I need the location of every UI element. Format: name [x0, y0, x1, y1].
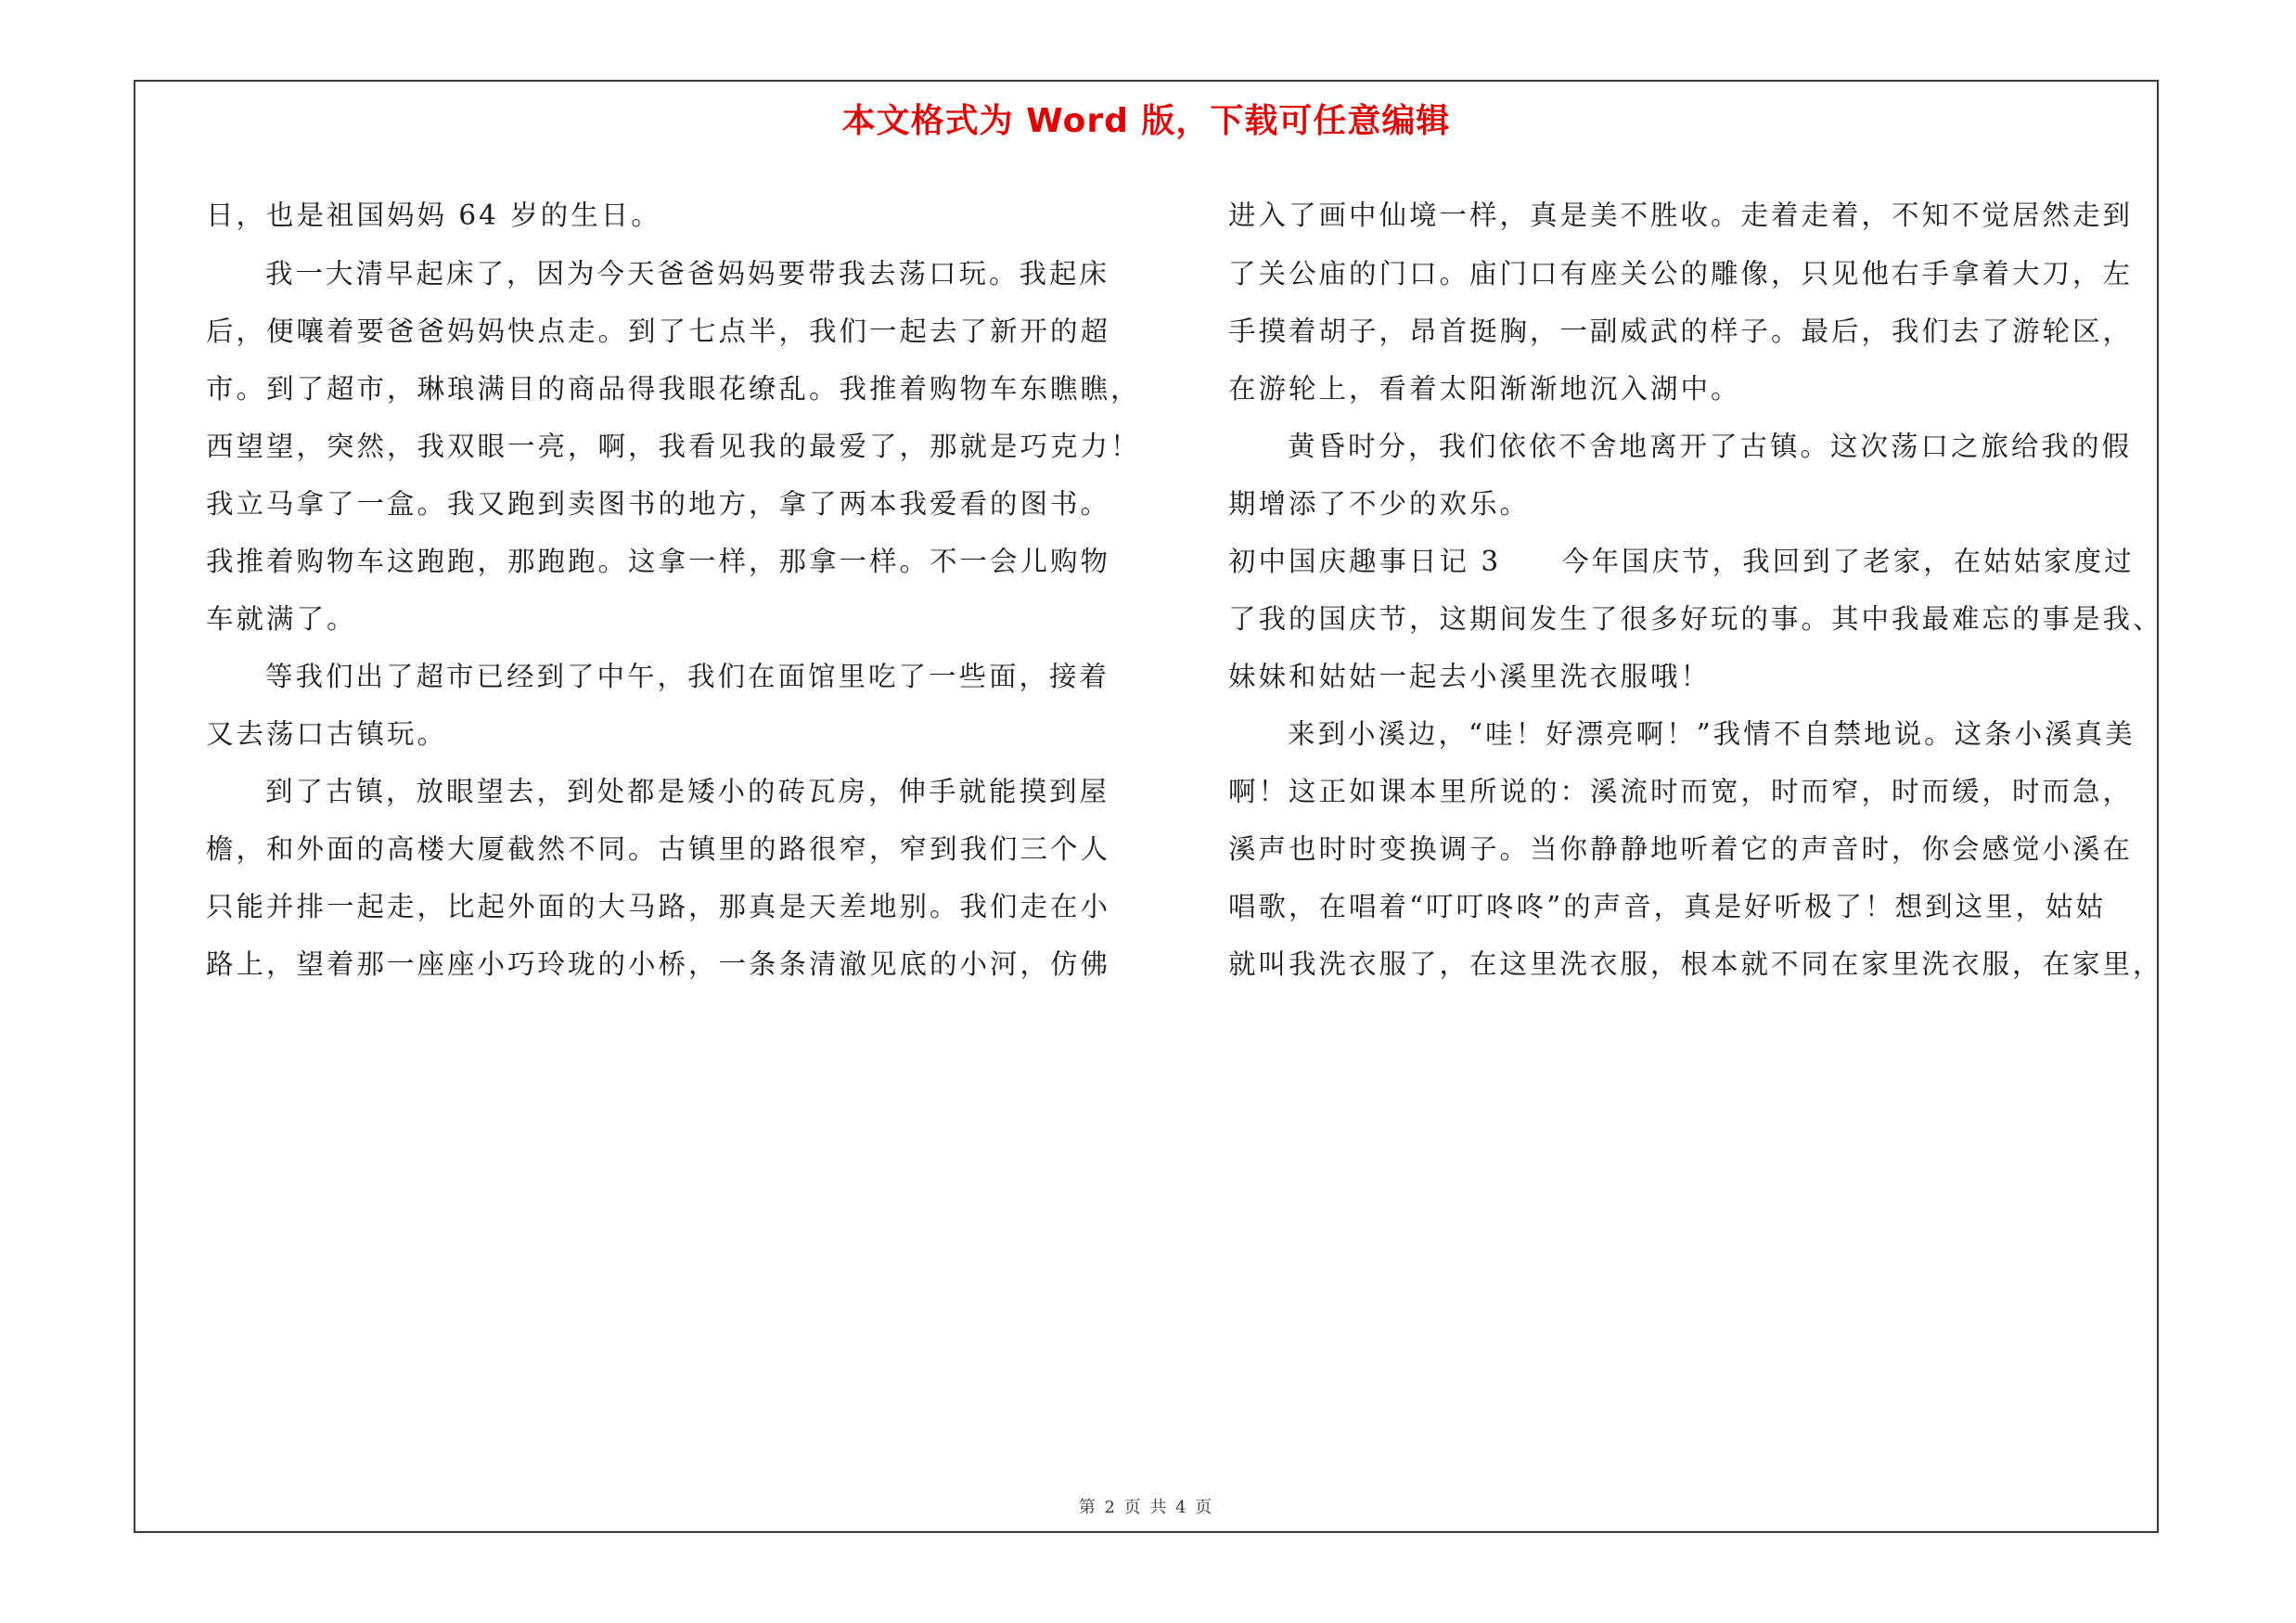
left-column-text-line: 我立马拿了一盒。我又跑到卖图书的地方，拿了两本我爱看的图书。: [206, 488, 1111, 520]
right-column-text-line: 来到小溪边，“哇！好漂亮啊！”我情不自禁地说。这条小溪真美: [1288, 718, 2136, 750]
right-column-text-line: 黄昏时分，我们依依不舍地离开了古镇。这次荡口之旅给我的假: [1288, 431, 2133, 462]
left-column-text-line: 檐，和外面的高楼大厦截然不同。古镇里的路很窄，窄到我们三个人: [206, 833, 1111, 865]
left-column-text-line: 到了古镇，放眼望去，到处都是矮小的砖瓦房，伸手就能摸到屋: [265, 776, 1110, 807]
right-column-text-line: 唱歌，在唱着“叮叮咚咚”的声音，真是好听极了！想到这里，姑姑: [1228, 891, 2107, 922]
right-column-text-line: 妹妹和姑姑一起去小溪里洗衣服哦！: [1228, 661, 1712, 692]
right-column-text-line: 手摸着胡子，昂首挺胸，一副威武的样子。最后，我们去了游轮区，: [1228, 316, 2134, 347]
right-column-text-line: 溪声也时时变换调子。当你静静地听着它的声音时，你会感觉小溪在: [1228, 833, 2134, 865]
right-column-text-line: 了关公庙的门口。庙门口有座关公的雕像，只见他右手拿着大刀，左: [1228, 258, 2134, 290]
left-column-text-line: 我一大清早起床了，因为今天爸爸妈妈要带我去荡口玩。我起床: [265, 258, 1110, 290]
left-column-text-line: 后，便嚷着要爸爸妈妈快点走。到了七点半，我们一起去了新开的超: [206, 316, 1111, 347]
right-column-text-line: 在游轮上，看着太阳渐渐地沉入湖中。: [1228, 373, 1741, 405]
left-column-text-line: 路上，望着那一座座小巧玲珑的小桥，一条条清澈见底的小河，仿佛: [206, 948, 1111, 980]
left-column-text-line: 只能并排一起走，比起外面的大马路，那真是天差地别。我们走在小: [206, 891, 1111, 922]
right-column-text-line: 初中国庆趣事日记 3 今年国庆节，我回到了老家，在姑姑家度过: [1228, 546, 2135, 577]
left-column-text-line: 西望望，突然，我双眼一亮，啊，我看见我的最爱了，那就是巧克力！: [206, 431, 1141, 462]
right-column-text-line: 啊！这正如课本里所说的：溪流时而宽，时而窄，时而缓，时而急，: [1228, 776, 2134, 807]
right-column-text-line: 了我的国庆节，这期间发生了很多好玩的事。其中我最难忘的事是我、: [1228, 603, 2163, 635]
left-column-text-line: 市。到了超市，琳琅满目的商品得我眼花缭乱。我推着购物车东瞧瞧，: [206, 373, 1141, 405]
left-column-text-line: 我推着购物车这跑跑，那跑跑。这拿一样，那拿一样。不一会儿购物: [206, 546, 1111, 577]
left-column-text-line: 等我们出了超市已经到了中午，我们在面馆里吃了一些面，接着: [265, 661, 1110, 692]
left-column-text-line: 车就满了。: [206, 603, 357, 635]
right-column-text-line: 期增添了不少的欢乐。: [1228, 488, 1531, 520]
page-footer: 第 2 页 共 4 页: [1078, 1498, 1214, 1517]
left-column-text-line: 日，也是祖国妈妈 64 岁的生日。: [206, 200, 661, 231]
left-column-text-line: 又去荡口古镇玩。: [206, 718, 448, 750]
right-column-text-line: 进入了画中仙境一样，真是美不胜收。走着走着，不知不觉居然走到: [1228, 200, 2134, 231]
right-column-text-line: 就叫我洗衣服了，在这里洗衣服，根本就不同在家里洗衣服，在家里，: [1228, 948, 2163, 980]
page-frame: [134, 80, 2163, 1533]
header-banner: 本文格式为 Word 版，下载可任意编辑: [841, 102, 1451, 140]
